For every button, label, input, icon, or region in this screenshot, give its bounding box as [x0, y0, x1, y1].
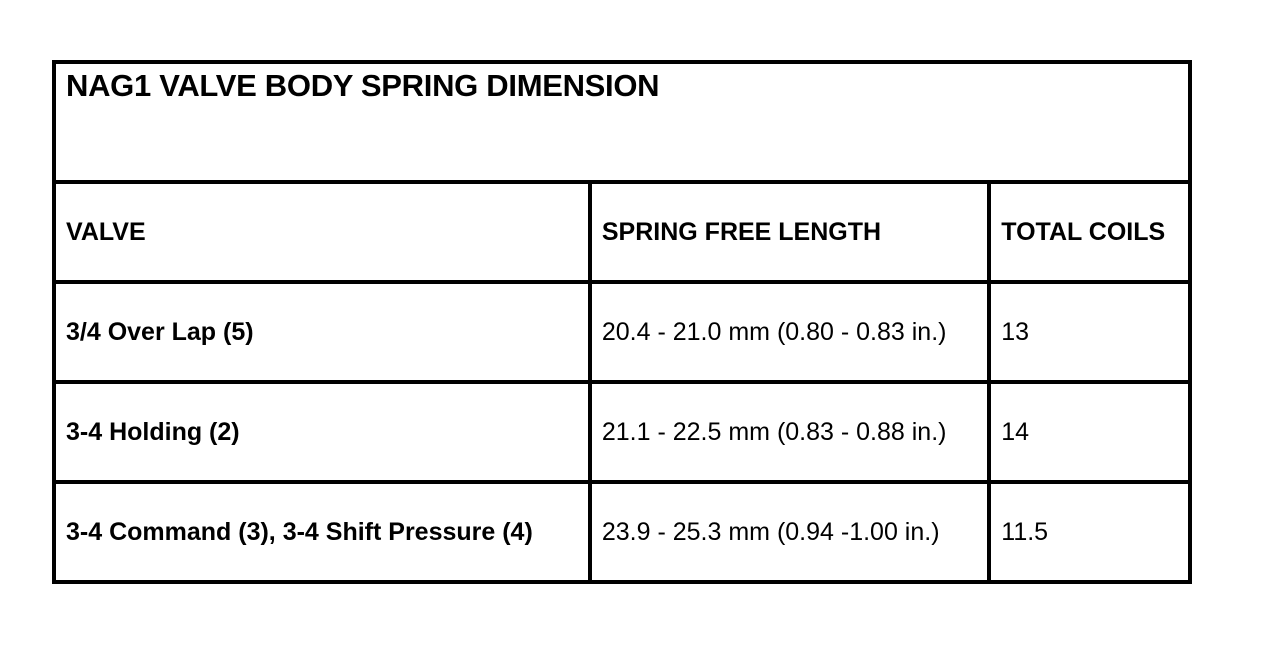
coils-cell: 13 [989, 282, 1190, 382]
valve-cell: 3/4 Over Lap (5) [54, 282, 590, 382]
header-total-coils: TOTAL COILS [989, 182, 1190, 282]
valve-cell: 3-4 Command (3), 3-4 Shift Pressure (4) [54, 482, 590, 582]
spring-dimension-table [52, 60, 1192, 584]
spring-length-cell: 23.9 - 25.3 mm (0.94 -1.00 in.) [590, 482, 989, 582]
table-row [54, 282, 1190, 382]
header-spring-free-length: SPRING FREE LENGTH [590, 182, 989, 282]
spring-length-cell: 21.1 - 22.5 mm (0.83 - 0.88 in.) [590, 382, 989, 482]
coils-cell: 14 [989, 382, 1190, 482]
table-header-row [54, 182, 1190, 282]
spring-length-cell: 20.4 - 21.0 mm (0.80 - 0.83 in.) [590, 282, 989, 382]
valve-cell: 3-4 Holding (2) [54, 382, 590, 482]
header-valve: VALVE [54, 182, 590, 282]
table-row [54, 482, 1190, 582]
table-title: NAG1 VALVE BODY SPRING DIMENSION [54, 62, 1190, 182]
table-title-row [54, 62, 1190, 182]
table-row [54, 382, 1190, 482]
coils-cell: 11.5 [989, 482, 1190, 582]
